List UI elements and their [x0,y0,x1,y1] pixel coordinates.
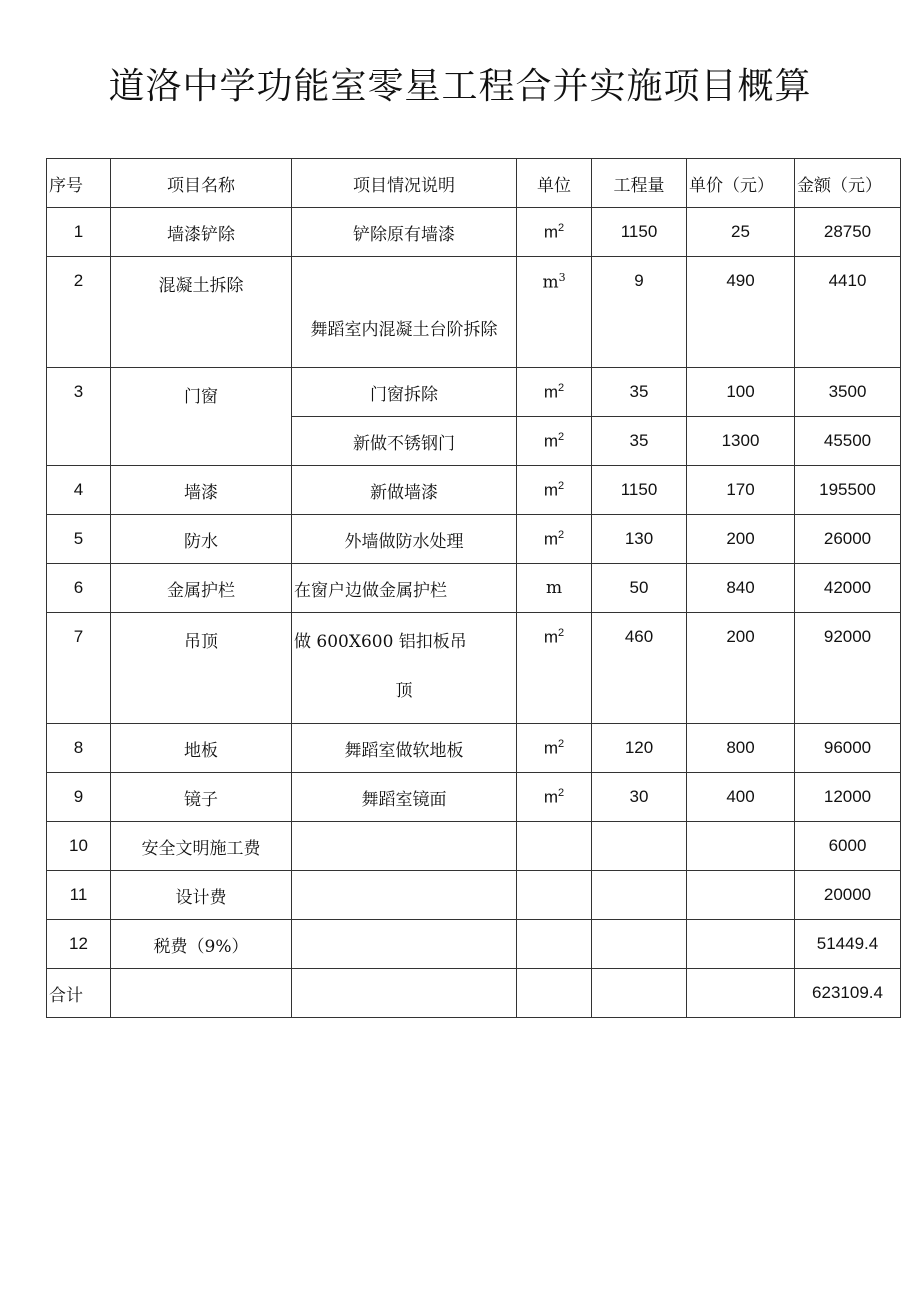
row-name: 门窗 [111,368,292,466]
row-desc [292,822,517,871]
row-name: 吊顶 [111,613,292,724]
table-row [47,724,901,773]
row-seq: 5 [47,515,111,564]
unit-exponent: 2 [558,627,565,639]
table-row [47,515,901,564]
unit-base: m [543,738,559,758]
row-desc [292,257,517,368]
row-name: 安全文明施工费 [111,822,292,871]
unit-base: m [543,382,559,402]
row-price: 200 [687,613,795,724]
total-empty-cell [292,969,517,1018]
row-seq: 11 [47,871,111,920]
row-price: 1300 [687,417,795,466]
row-amount: 12000 [795,773,901,822]
row-seq: 8 [47,724,111,773]
header-price: 单价（元） [687,159,795,208]
row-desc [292,920,517,969]
table-header-row [47,159,901,208]
row-qty: 35 [592,417,687,466]
row-unit [517,257,592,368]
row-qty [592,822,687,871]
row-seq: 3 [47,368,111,466]
row-desc: 门窗拆除 [292,368,517,417]
total-empty-cell [592,969,687,1018]
row-price: 25 [687,208,795,257]
row-seq: 9 [47,773,111,822]
row-price: 200 [687,515,795,564]
budget-table [46,158,901,1018]
row-amount: 28750 [795,208,901,257]
row-unit [517,724,592,773]
unit-exponent: 3 [558,271,566,284]
unit-base: m [542,272,559,293]
table-row [47,773,901,822]
row-desc [292,613,517,724]
row-qty: 1150 [592,208,687,257]
table-row [47,208,901,257]
row-amount: 45500 [795,417,901,466]
row-desc-line2: 顶 [395,681,413,701]
row-unit [517,515,592,564]
row-qty: 30 [592,773,687,822]
row-unit [517,613,592,724]
row-qty: 120 [592,724,687,773]
row-unit [517,208,592,257]
row-seq: 1 [47,208,111,257]
unit-base: m [543,222,559,242]
row-price: 170 [687,466,795,515]
row-price: 400 [687,773,795,822]
row-amount: 92000 [795,613,901,724]
header-qty: 工程量 [592,159,687,208]
row-seq: 12 [47,920,111,969]
row-qty: 460 [592,613,687,724]
unit-base: m [543,431,559,451]
row-price: 100 [687,368,795,417]
row-amount: 20000 [795,871,901,920]
row-desc: 在窗户边做金属护栏 [292,564,517,613]
total-row [47,969,901,1018]
unit-base: m [543,529,559,549]
table-row [47,257,901,368]
unit-base: m [543,787,559,807]
row-desc: 舞蹈室做软地板 [292,724,517,773]
row-qty: 35 [592,368,687,417]
row-unit [517,773,592,822]
header-name: 项目名称 [111,159,292,208]
row-unit [517,871,592,920]
row-unit [517,417,592,466]
row-desc: 舞蹈室镜面 [292,773,517,822]
row-qty: 1150 [592,466,687,515]
unit-exponent: 2 [558,786,565,799]
row-qty: 50 [592,564,687,613]
table-row [47,466,901,515]
unit-exponent: 2 [558,430,565,443]
row-seq: 7 [47,613,111,724]
row-price [687,822,795,871]
row-seq: 6 [47,564,111,613]
row-unit [517,822,592,871]
unit-exponent: 2 [558,221,565,234]
row-desc-line1: 做 600X600 铝扣板吊 [294,632,467,652]
row-qty: 130 [592,515,687,564]
row-amount: 42000 [795,564,901,613]
total-label: 合计 [47,969,111,1018]
row-name: 墙漆铲除 [111,208,292,257]
row-unit [517,368,592,417]
header-desc: 项目情况说明 [292,159,517,208]
row-name: 地板 [111,724,292,773]
row-price [687,920,795,969]
row-amount: 96000 [795,724,901,773]
total-amount: 623109.4 [795,969,901,1018]
unit-base: m [543,480,559,500]
row-name: 设计费 [111,871,292,920]
row-qty [592,871,687,920]
row-amount: 26000 [795,515,901,564]
row-desc: 新做不锈钢门 [292,417,517,466]
row-desc: 新做墙漆 [292,466,517,515]
unit-exponent: 2 [558,381,565,394]
row-price: 840 [687,564,795,613]
row-unit: m [517,564,592,613]
row-price [687,871,795,920]
table-row [47,822,901,871]
row-price: 800 [687,724,795,773]
unit-base: m [543,627,559,647]
page-title: 道洛中学功能室零星工程合并实施项目概算 [108,66,812,107]
row-desc-text: 舞蹈室内混凝土台阶拆除 [310,319,498,340]
row-name: 防水 [111,515,292,564]
table-row [47,871,901,920]
table-row [47,564,901,613]
row-name: 税费（9%） [111,920,292,969]
row-desc [292,871,517,920]
row-name: 镜子 [111,773,292,822]
header-amount: 金额（元） [795,159,901,208]
row-amount: 195500 [795,466,901,515]
row-seq: 10 [47,822,111,871]
row-name: 金属护栏 [111,564,292,613]
row-price: 490 [687,257,795,368]
row-amount: 4410 [795,257,901,368]
row-unit [517,466,592,515]
total-empty-cell [111,969,292,1018]
row-name: 混凝土拆除 [111,257,292,368]
table-row [47,613,901,724]
row-seq: 4 [47,466,111,515]
header-unit: 单位 [517,159,592,208]
header-seq: 序号 [47,159,111,208]
unit-exponent: 2 [558,528,565,541]
row-amount: 6000 [795,822,901,871]
row-amount: 3500 [795,368,901,417]
unit-exponent: 2 [558,737,565,750]
table-row [47,920,901,969]
row-desc: 外墙做防水处理 [292,515,517,564]
total-empty-cell [687,969,795,1018]
total-empty-cell [517,969,592,1018]
table-row [47,368,901,417]
unit-exponent: 2 [558,479,565,492]
row-amount: 51449.4 [795,920,901,969]
row-unit [517,920,592,969]
row-name: 墙漆 [111,466,292,515]
row-qty: 9 [592,257,687,368]
row-desc: 铲除原有墙漆 [292,208,517,257]
row-qty [592,920,687,969]
row-seq: 2 [47,257,111,368]
